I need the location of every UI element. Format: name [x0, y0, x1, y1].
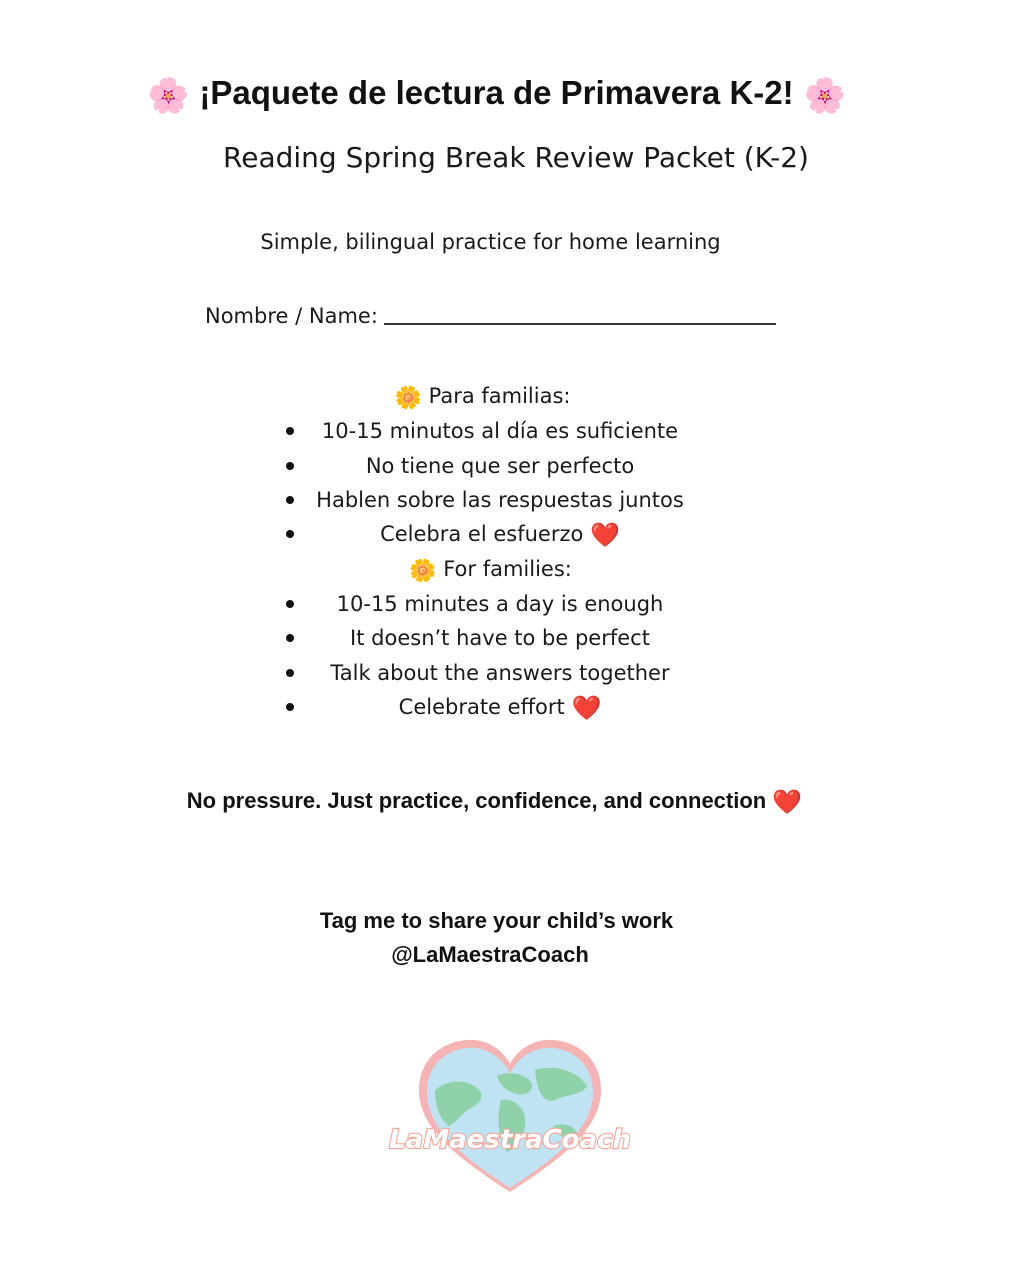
tag-me-line: Tag me to share your child’s work	[319, 908, 674, 933]
list-item	[0, 621, 993, 655]
red-heart-icon: ❤️	[590, 521, 620, 549]
no-pressure-text: No pressure. Just practice, confidence, and connection	[186, 788, 767, 813]
no-pressure-line	[0, 783, 991, 821]
logo-heart	[419, 1040, 601, 1192]
cherry-blossom-icon: 🌸	[803, 77, 846, 115]
name-blank-line	[384, 303, 776, 325]
list-item	[0, 656, 993, 690]
page-subtitle: Reading Spring Break Review Packet (K-2)	[223, 141, 809, 174]
list-item-text: It doesn’t have to be perfect	[350, 626, 650, 650]
name-label: Nombre / Name:	[205, 304, 378, 328]
english-section-heading	[0, 552, 987, 589]
name-field	[205, 300, 776, 332]
tagline: Simple, bilingual practice for home learning	[260, 230, 721, 254]
english-heading-text: For families:	[443, 557, 572, 581]
list-item-text: Talk about the answers together	[330, 661, 670, 685]
page-title-row	[0, 68, 993, 121]
list-item	[0, 517, 993, 551]
list-item-text: 10-15 minutos al día es suficiente	[321, 419, 679, 443]
list-item-text: Hablen sobre las respuestas juntos	[316, 488, 684, 512]
spanish-section-heading	[0, 379, 979, 416]
logo-text: LaMaestraCoach	[389, 1125, 631, 1155]
list-item-with-heart	[0, 690, 1000, 725]
list-item-with-heart	[0, 517, 1000, 552]
red-heart-icon: ❤️	[772, 789, 803, 816]
spanish-heading-text: Para familias:	[428, 384, 571, 408]
list-item-text: Celebra el esfuerzo	[380, 522, 584, 546]
page-title: ¡Paquete de lectura de Primavera K-2!	[199, 74, 794, 111]
sunflower-icon: 🌼	[394, 386, 422, 411]
list-item	[0, 483, 993, 517]
list-item-text: 10-15 minutes a day is enough	[336, 592, 664, 616]
lamaestracoach-logo	[389, 1030, 631, 1200]
red-heart-icon: ❤️	[571, 694, 602, 722]
list-item	[0, 690, 993, 724]
list-item	[0, 587, 993, 621]
list-item	[0, 449, 993, 483]
list-item	[0, 414, 993, 448]
sunflower-icon: 🌼	[409, 559, 437, 584]
list-item-text: No tiene que ser perfecto	[365, 454, 635, 478]
list-item-text: Celebrate effort	[398, 695, 565, 719]
cherry-blossom-icon: 🌸	[147, 77, 190, 115]
social-handle: @LaMaestraCoach	[391, 942, 589, 967]
